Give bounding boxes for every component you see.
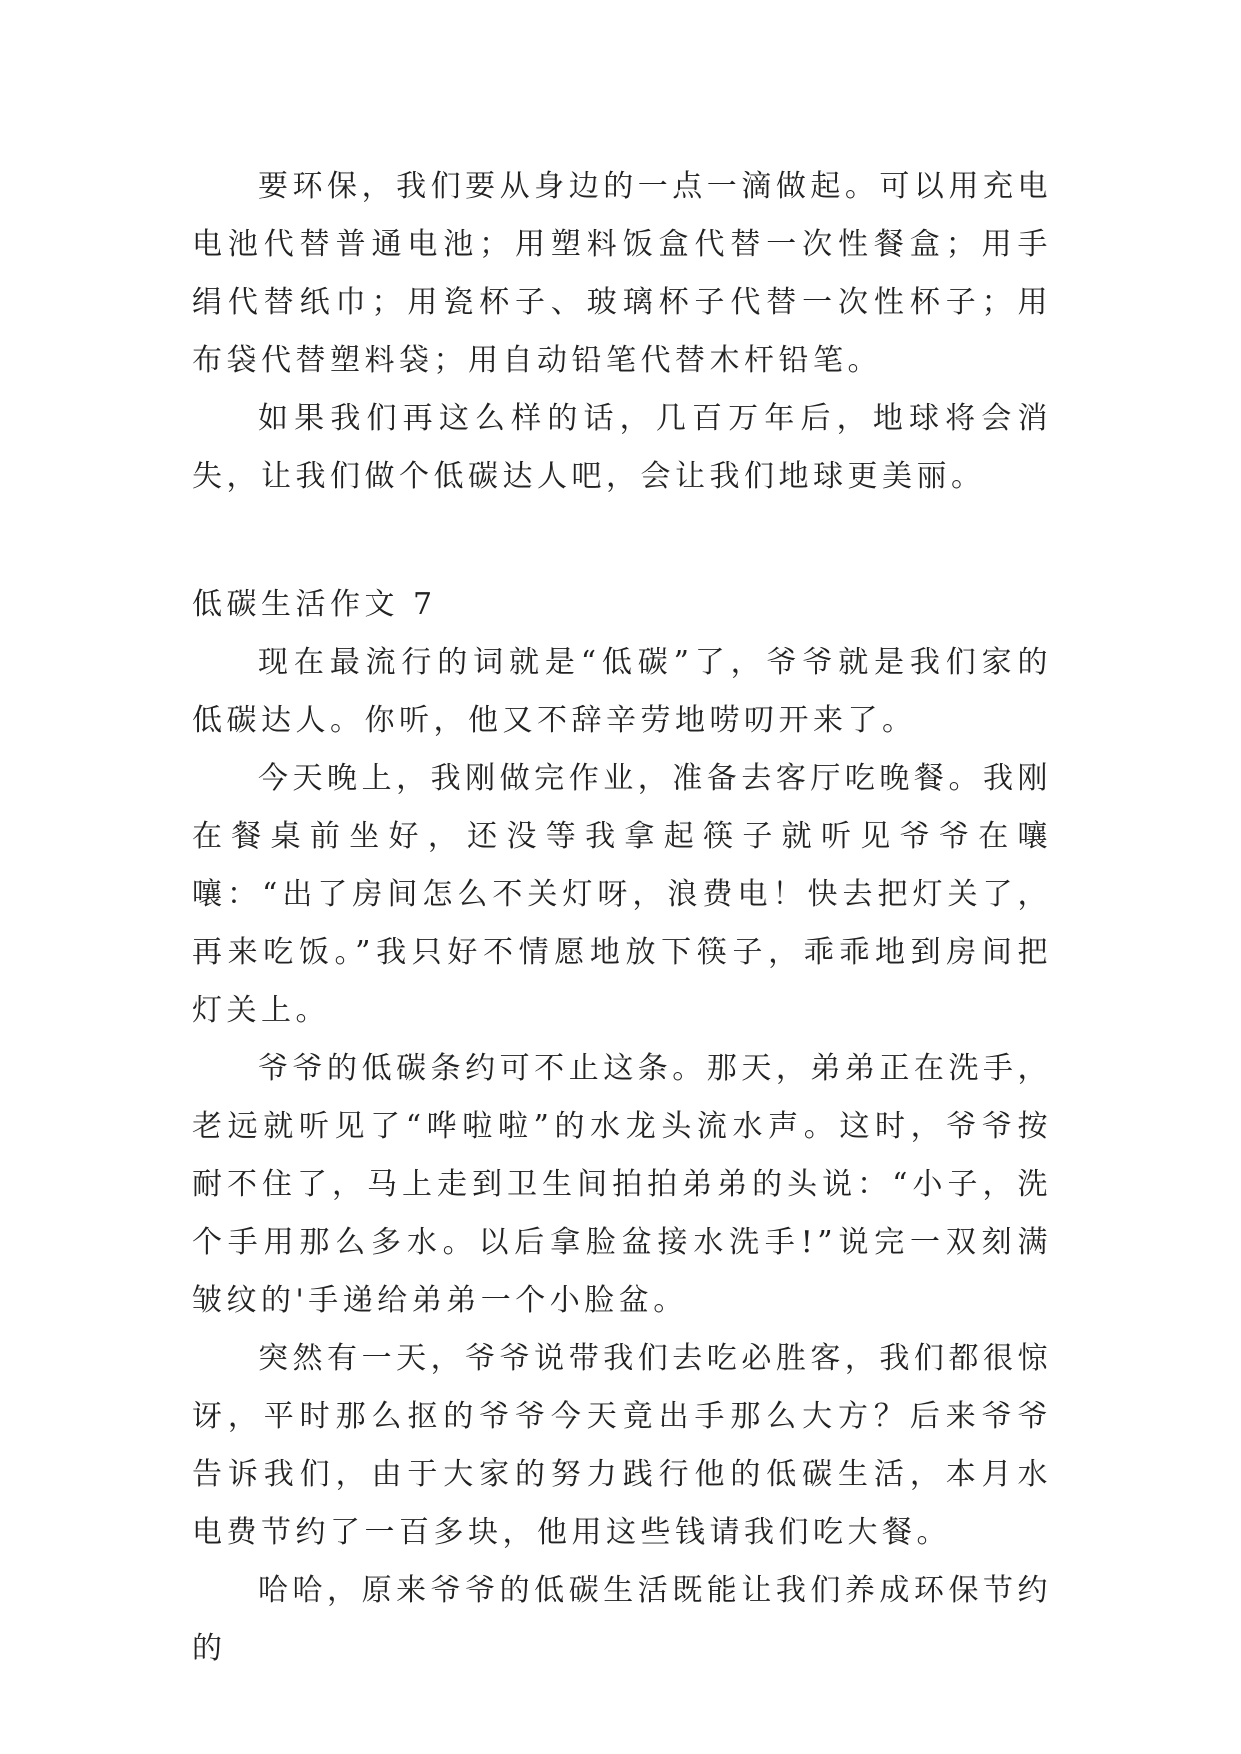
paragraph: 要环保，我们要从身边的一点一滴做起。可以用充电电池代替普通电池；用塑料饭盒代替一次性餐盒；用手绢代替纸巾；用瓷杯子、玻璃杯子代替一次性杯子；用布袋代替塑料袋；用自动铅笔代替木杆铅笔。: [192, 169, 1052, 378]
paragraph: 现在最流行的词就是“低碳”了，爷爷就是我们家的低碳达人。你听，他又不辞辛劳地唠叨开来了。: [192, 645, 1052, 738]
paragraph: 突然有一天，爷爷说带我们去吃必胜客，我们都很惊讶，平时那么抠的爷爷今天竟出手那么大方？后来爷爷告诉我们，由于大家的努力践行他的低碳生活，本月水电费节约了一百多块，他用这些钱请我们吃大餐。: [192, 1341, 1052, 1550]
paragraph: 哈哈，原来爷爷的低碳生活既能让我们养成环保节约的: [192, 1573, 1052, 1666]
paragraph: 如果我们再这么样的话，几百万年后，地球将会消失，让我们做个低碳达人吧，会让我们地球更美丽。: [192, 401, 1052, 494]
paragraph: 爷爷的低碳条约可不止这条。那天，弟弟正在洗手，老远就听见了“哗啦啦”的水龙头流水声。这时，爷爷按耐不住了，马上走到卫生间拍拍弟弟的头说：“小子，洗个手用那么多水。以后拿脸盆接水洗手!”说完一双刻满皱纹的'手递给弟弟一个小脸盆。: [192, 1051, 1052, 1318]
document-page: [192, 158, 1052, 1678]
paragraph: 今天晚上，我刚做完作业，准备去客厅吃晚餐。我刚在餐桌前坐好，还没等我拿起筷子就听见爷爷在嚷嚷：“出了房间怎么不关灯呀，浪费电！快去把灯关了，再来吃饭。”我只好不情愿地放下筷子，乖乖地到房间把灯关上。: [192, 761, 1052, 1028]
section-title: 低碳生活作文 7: [192, 587, 437, 622]
